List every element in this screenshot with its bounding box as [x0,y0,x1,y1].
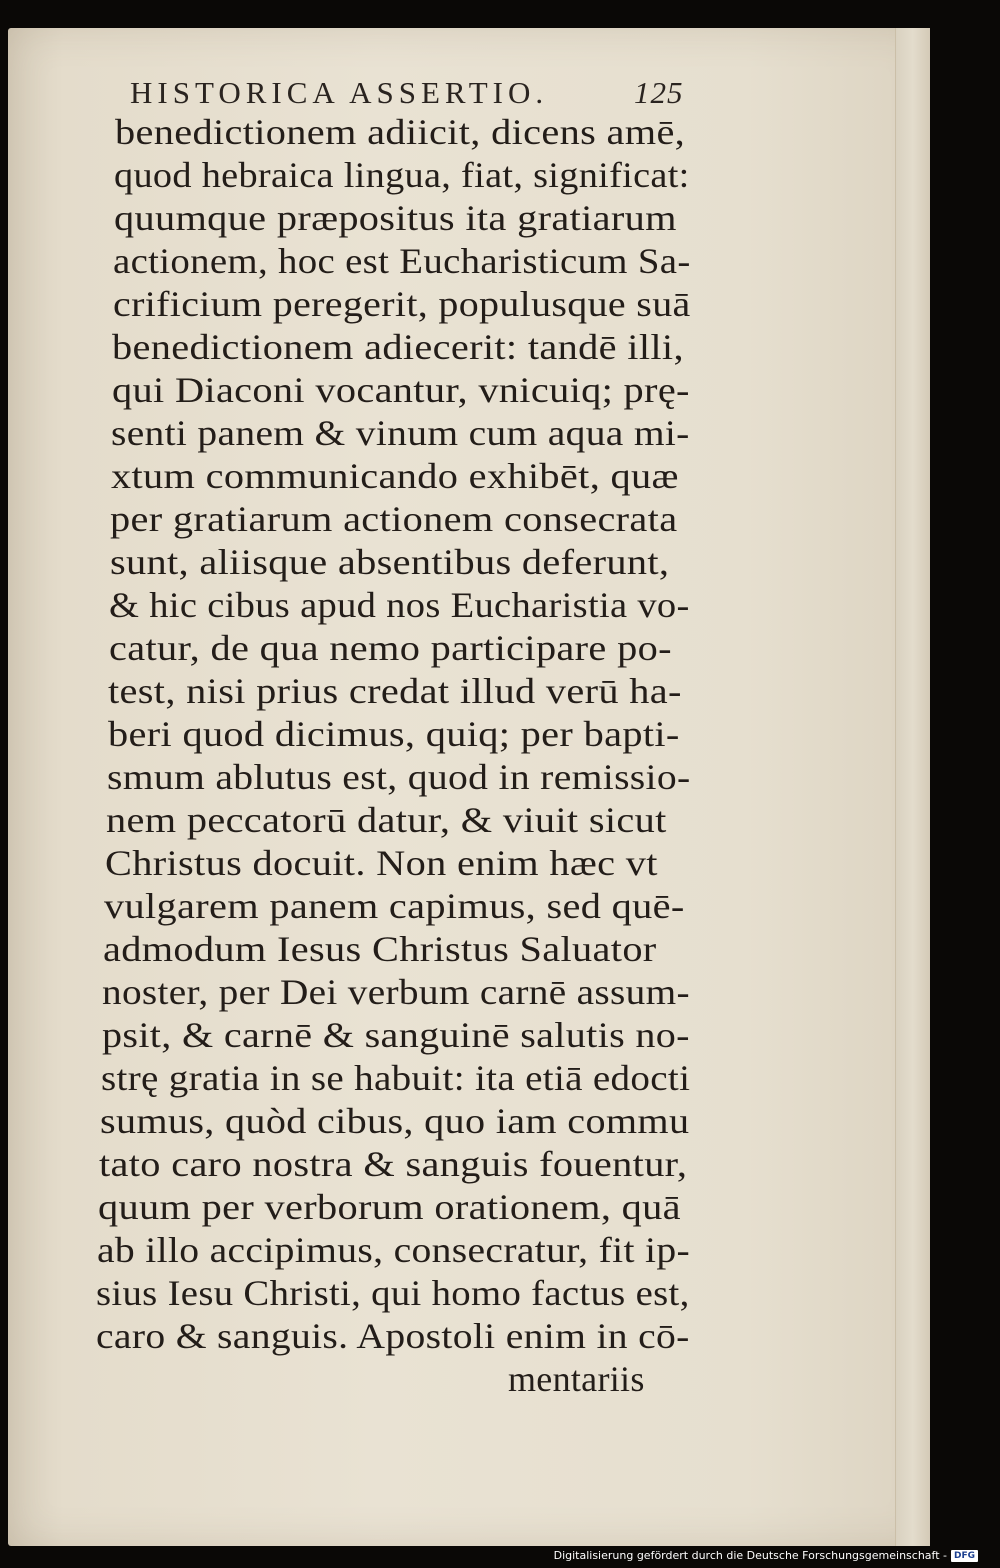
text-line: smum ablutus est, quod in remissio- [107,757,691,797]
text-line: nem peccatorū datur, & viuit sicut [106,800,667,840]
text-line: per gratiarum actionem consecrata [110,499,678,539]
text-line: sius Iesu Christi, qui homo factus est, [96,1273,690,1313]
running-title: HISTORICA ASSERTIO. [130,75,549,110]
text-line: test, nisi prius credat illud verū ha- [108,671,682,711]
credit-text: Digitalisierung gefördert durch die Deutsche Forschungsgemeinschaft - [553,1549,947,1562]
text-line: senti panem & vinum cum aqua mi- [111,413,690,453]
text-line: benedictionem adiicit, dicens amē, [115,112,686,152]
text-line: sunt, aliisque absentibus deferunt, [110,542,670,582]
text-line: tato caro nostra & sanguis fouentur, [99,1144,688,1184]
text-line: crificium peregerit, populusque suā [113,284,691,324]
text-line: Christus docuit. Non enim hæc vt [105,843,658,883]
catchword: mentariis [508,1359,645,1399]
digitization-credit [554,1548,978,1564]
dfg-logo: DFG [951,1550,978,1562]
text-line: psit, & carnē & sanguinē salutis no- [102,1015,690,1055]
text-line: quumque præpositus ita gratiarum [114,198,677,238]
text-line: quod hebraica lingua, fiat, significat: [114,155,690,195]
text-line: strę gratia in se habuit: ita etiā edocti [101,1058,691,1098]
text-line: quum per verborum orationem, quā [98,1187,681,1227]
text-line: sumus, quòd cibus, quo iam commu [100,1101,690,1141]
text-line: vulgarem panem capimus, sed quē- [104,886,685,926]
text-line: admodum Iesus Christus Saluator [103,929,657,969]
page-number: 125 [634,75,684,110]
text-line: catur, de qua nemo participare po- [109,628,672,668]
text-line: & hic cibus apud nos Eucharistia vo- [109,585,690,625]
text-line: xtum communicando exhibēt, quæ [111,456,679,496]
text-line: ab illo accipimus, consecratur, fit ip- [97,1230,691,1270]
text-line: caro & sanguis. Apostoli enim in cō- [96,1316,690,1356]
text-line: qui Diaconi vocantur, vnicuiq; prę- [112,370,690,410]
text-line: beri quod dicimus, quiq; per bapti- [108,714,680,754]
text-line: benedictionem adiecerit: tandē illi, [112,327,684,367]
text-line: noster, per Dei verbum carnē assum- [102,972,690,1012]
text-line: actionem, hoc est Eucharisticum Sa- [113,241,691,281]
